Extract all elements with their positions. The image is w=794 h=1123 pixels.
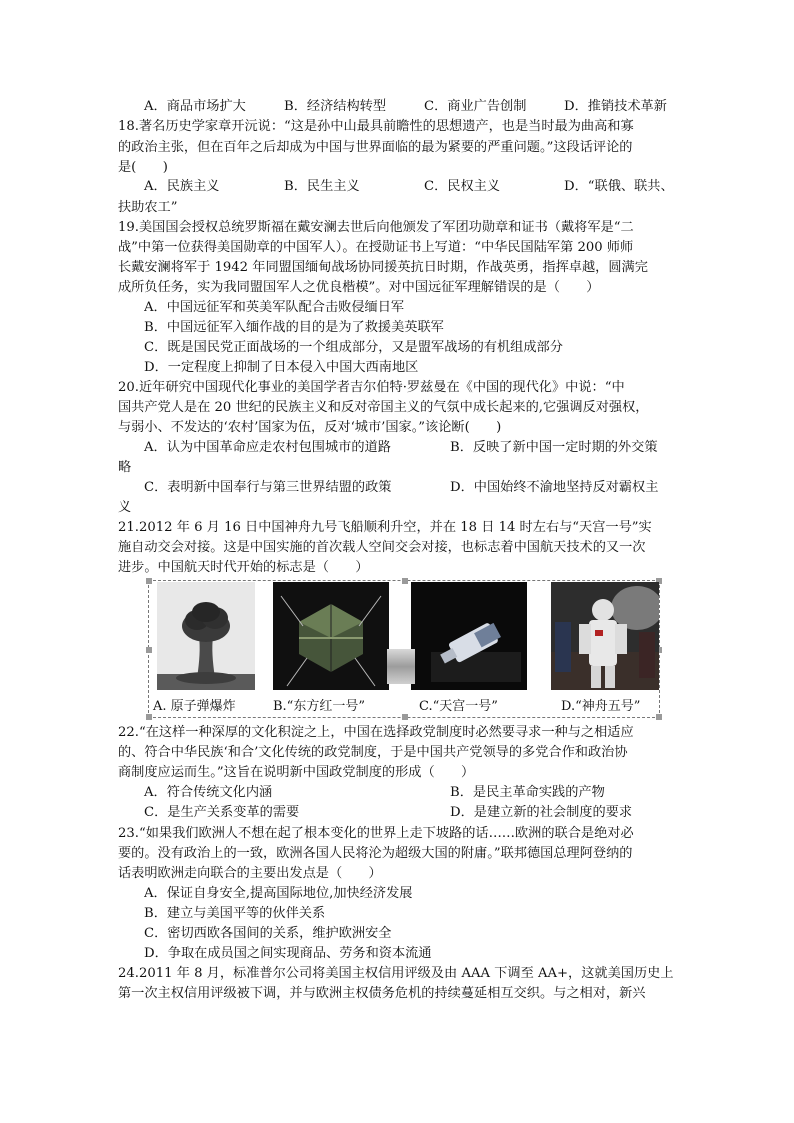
resize-handle [146,647,152,653]
q18-option-d-wrap: 扶助农工” [118,200,178,215]
tiangong-module-photo [411,582,527,690]
q23-option-c: C．密切西欧各国间的关系，维护欧洲安全 [144,926,392,941]
q19-stem-line-3: 长戴安澜将军于 1942 年同盟国缅甸战场协同援英抗日时期，作战英勇，指挥卓越，圆满完 [118,260,648,275]
q18-option-c: C．民权主义 [424,179,501,194]
q23-stem-line-1: 23.“如果我们欧洲人不想在起了根本变化的世界上走下坡路的话……欧洲的联合是绝对必 [118,826,634,841]
q20-stem-line-3: 与弱小、不发达的‘农村’国家为伍，反对‘城市’国家。”该论断( ) [118,420,502,435]
q18-stem-line-3: 是( ) [118,160,168,175]
q19-option-b: B．中国远征军入缅作战的目的是为了救援美英联军 [144,320,444,335]
q18-option-d: D．“联俄、联共、 [564,179,674,194]
q19-stem-line-1: 19.美国国会授权总统罗斯福在戴安澜去世后向他颁发了军团功勋章和证书（戴将军是“二 [118,220,634,235]
q23-stem-line-3: 话表明欧洲走向联合的主要出发点是（ ） [118,866,382,881]
q19-stem-line-2: 战”中第一位获得美国勋章的中国军人）。在授勋证书上写道：“中华民国陆军第 200 师师 [118,240,634,255]
q21-caption-b: B.“东方红一号” [273,699,365,714]
q21-stem-line-2: 施自动交会对接。这是中国实施的首次载人空间交会对接，也标志着中国航天技术的又一次 [118,540,646,555]
q20-option-d-wrap: 义 [118,500,132,515]
q20-option-b: B．反映了新中国一定时期的外交策 [450,440,658,455]
q23-stem-line-2: 要的。没有政治上的一致，欧洲各国人民将沦为超级大国的附庸。”联邦德国总理阿登纳的 [118,846,633,861]
q18-option-b: B．民生主义 [284,179,360,194]
q17-option-a: A．商品市场扩大 [144,99,246,114]
q21-stem-line-1: 21.2012 年 6 月 16 日中国神舟九号飞船顺利升空，并在 18 日 14 时左右与“天宫一号”实 [118,520,652,535]
q20-options-cd [144,478,678,498]
q19-option-c: C．既是国民党正面战场的一个组成部分，又是盟军战场的有机组成部分 [144,340,563,355]
q17-option-b: B．经济结构转型 [284,99,387,114]
q21-caption-a: A. 原子弹爆炸 [153,699,236,714]
q17-options [144,97,678,117]
q18-stem-line-2: 的政治主张，但在百年之后却成为中国与世界面临的最为紧要的严重问题。”这段话评论的 [118,140,633,155]
q18-option-a: A．民族主义 [144,179,220,194]
shenzhou-astronaut-photo [551,582,659,690]
q20-option-b-wrap: 略 [118,460,132,475]
q22-option-d: D．是建立新的社会制度的要求 [450,805,633,820]
q20-option-d: D．中国始终不渝地坚持反对霸权主 [450,480,659,495]
q22-stem-line-3: 商制度应运而生。”这旨在说明新中国政党制度的形成（ ） [118,765,475,780]
q18-stem-line-1: 18.著名历史学家章开沅说：“这是孙中山最具前瞻性的思想遗产，也是当时最为曲高和寡 [118,119,634,134]
q20-options-ab [144,438,678,458]
q22-option-b: B．是民主革命实践的产物 [450,785,605,800]
resize-handle [656,714,662,720]
q17-option-c: C．商业广告创制 [424,99,527,114]
q24-stem-line-1: 24.2011 年 8 月，标准普尔公司将美国主权信用评级及由 AAA 下调至 AA+，这就美国历史上 [118,966,674,981]
q22-option-a: A．符合传统文化内涵 [144,785,273,800]
grey-marker [387,649,415,684]
resize-handle [402,714,408,720]
atomic-bomb-photo [157,582,255,690]
q23-option-b: B．建立与美国平等的伙伴关系 [144,906,326,921]
q23-option-d: D．争取在成员国之间实现商品、劳务和资本流通 [144,946,432,961]
q19-option-a: A．中国远征军和英美军队配合击败侵缅日军 [144,300,405,315]
resize-handle [146,578,152,584]
q22-stem-line-2: 的、符合中华民族‘和合’文化传统的政党制度，于是中国共产党领导的多党合作和政治协 [118,745,628,760]
resize-handle [402,578,408,584]
q22-stem-line-1: 22.“在这样一种深厚的文化积淀之上，中国在选择政党制度时必然要寻求一种与之相适应 [118,725,634,740]
q19-stem-line-4: 成所负任务，实为我同盟国军人之优良楷模”。对中国远征军理解错误的是（ ） [118,280,600,295]
q22-options-cd [144,803,678,823]
q21-stem-line-3: 进步。中国航天时代开始的标志是（ ） [118,560,369,575]
dongfanghong-satellite-photo [273,582,389,690]
q22-option-c: C．是生产关系变革的需要 [144,805,300,820]
q21-caption-c: C.“天宫一号” [419,699,498,714]
q20-option-c: C．表明新中国奉行与第三世界结盟的政策 [144,480,392,495]
q23-option-a: A．保证自身安全,提高国际地位,加快经济发展 [144,886,413,901]
q20-stem-line-1: 20.近年研究中国现代化事业的美国学者吉尔伯特·罗兹曼在《中国的现代化》中说：“中 [118,380,625,395]
q20-option-a: A．认为中国革命应走农村包围城市的道路 [144,440,391,455]
q19-option-d: D．一定程度上抑制了日本侵入中国大西南地区 [144,360,419,375]
q22-options-ab [144,783,678,803]
q18-options [144,177,678,197]
q17-option-d: D．推销技术革新 [564,99,667,114]
q24-stem-line-2: 第一次主权信用评级被下调，并与欧洲主权债务危机的持续蔓延相互交织。与之相对，新兴 [118,986,646,1001]
resize-handle [146,714,152,720]
q21-caption-d: D.“神舟五号” [561,699,641,714]
q20-stem-line-2: 国共产党人是在 20 世纪的民族主义和反对帝国主义的气氛中成长起来的,它强调反对强权， [118,400,649,415]
